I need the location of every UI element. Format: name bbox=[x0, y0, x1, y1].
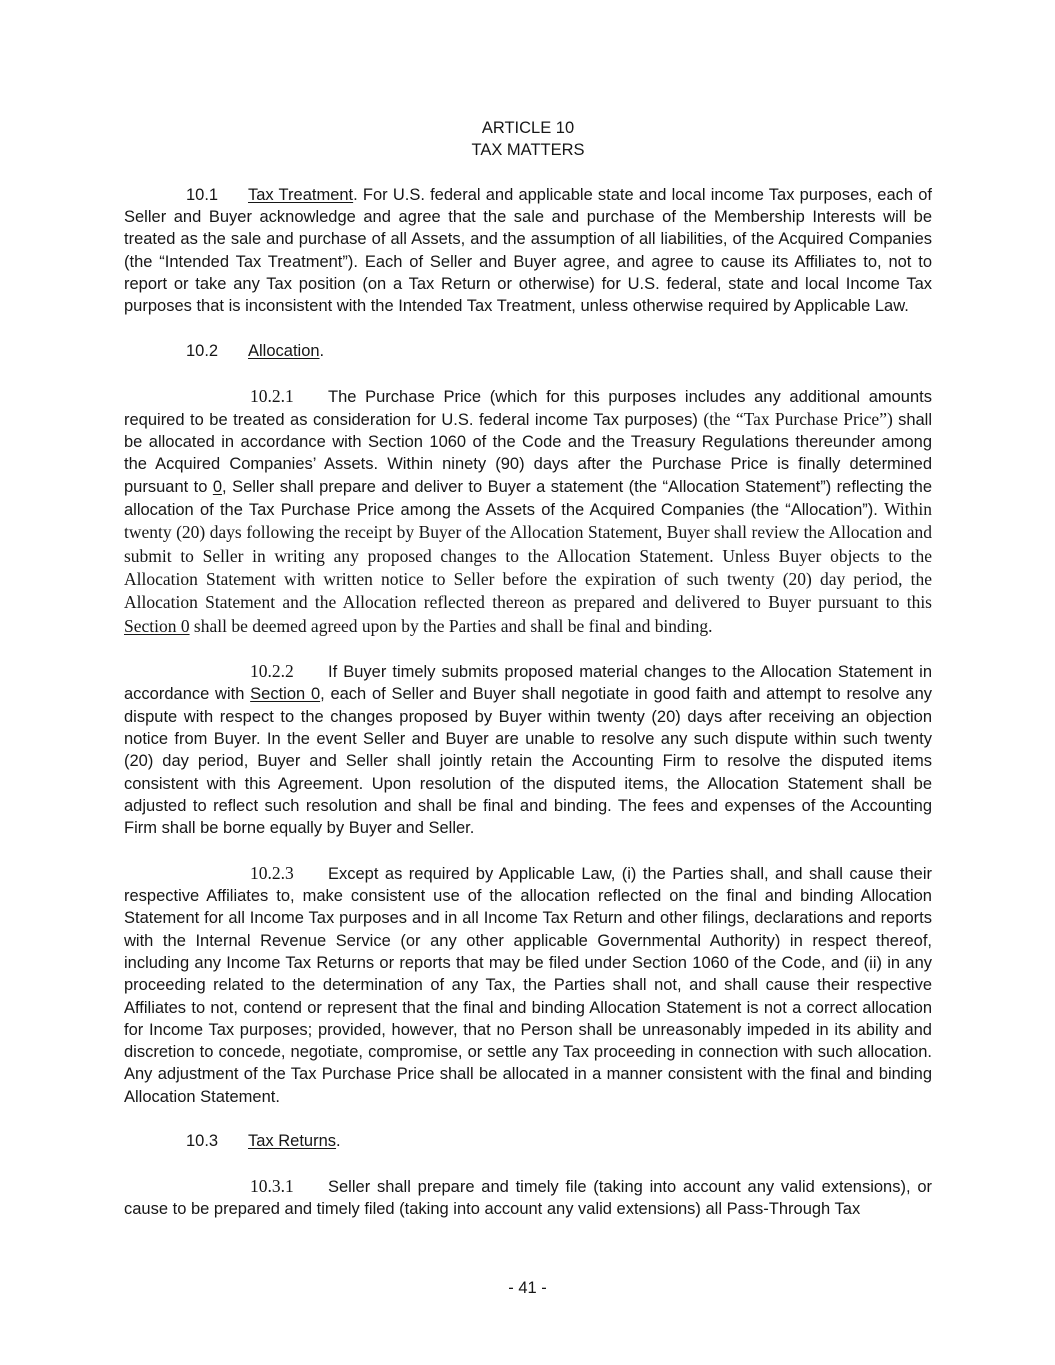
section-10-2-2-text: , each of Seller and Buyer shall negotiate in good faith and attempt to resolve any dispute with respect to the changes proposed by Buyer within twenty (20) days after receiving an objection notice from Buyer. In the event Seller and Buyer are unable to resolve any such dispute within such twenty (20) day period, Buyer and Seller shall jointly retain the Accounting Firm to resolve the disputed items consistent with this Agreement. Upon resolution of the disputed items, the Allocation Statement shall be adjusted to reflect such resolution and shall be final and binding. The fees and expenses of the Accounting Firm shall be borne equally by Buyer and Seller. bbox=[124, 685, 932, 838]
section-10-2-3-paragraph bbox=[124, 862, 932, 1108]
section-10-3-heading bbox=[124, 1130, 932, 1152]
first-line-indent bbox=[124, 676, 250, 677]
article-title: TAX MATTERS bbox=[471, 141, 585, 160]
first-line-indent bbox=[124, 199, 186, 200]
section-10-2-title: Allocation bbox=[248, 341, 320, 360]
section-10-2-1-text: , Seller shall prepare and deliver to Buyer a statement (the “Allocation Statement”) reflecting the allocation of the Tax Purchase Price among the Assets of the Acquired Companies (the “Allocation”). bbox=[124, 477, 932, 520]
section-10-2-number: 10.2 bbox=[186, 341, 219, 360]
section-10-2-2-paragraph bbox=[124, 660, 932, 839]
section-10-2-1-cross-reference: Section 0 bbox=[124, 615, 190, 636]
section-10-2-heading bbox=[124, 340, 932, 362]
section-10-2-2-cross-reference: Section 0 bbox=[250, 685, 321, 704]
section-10-2-3-text: Except as required by Applicable Law, (i) the Parties shall, and shall cause their respective Affiliates to, make consistent use of the allocation reflected on the final and binding Allocation Statement for all Income Tax purposes and in all Income Tax Return and other filings, declarations and reports with the Internal Revenue Service (or any other applicable Governmental Authority) in respect thereof, including any Income Tax Returns or reports that may be filed under Section 1060 of the Code, and (ii) in any proceeding related to the determination of any Tax, the Parties shall not, and shall cause their respective Affiliates to not, contend or represent that the final and binding Allocation Statement is not a correct allocation for Income Tax purposes; provided, however, that no Person shall be unreasonably impeded in its ability and discretion to concede, negotiate, compromise, or settle any Tax proceeding in connection with such allocation. Any adjustment of the Tax Purchase Price shall be allocated in a manner consistent with the final and binding Allocation Statement. bbox=[124, 864, 932, 1106]
section-10-1-body: . For U.S. federal and applicable state and local income Tax purposes, each of Seller and Buyer acknowledge and agree that the sale and purchase of the Membership Interests will be treated as the sale and purchase of all Assets, and the assumption of all liabilities, of the Acquired Companies (the “Intended Tax Treatment”). Each of Seller and Buyer agree, and agree to cause its Affiliates to, not to report or take any Tax position (on a Tax Return or otherwise) for U.S. federal, state and local Income Tax purposes that is inconsistent with the Intended Tax Treatment, unless otherwise required by Applicable Law. bbox=[124, 185, 932, 316]
section-10-2-1-paragraph bbox=[124, 385, 932, 638]
section-10-3-title: Tax Returns bbox=[248, 1132, 337, 1151]
section-10-2-3-number: 10.2.3 bbox=[250, 862, 294, 883]
first-line-indent bbox=[124, 355, 186, 356]
article-heading bbox=[124, 117, 932, 162]
section-10-2-2-number: 10.2.2 bbox=[250, 661, 294, 682]
article-number: ARTICLE 10 bbox=[481, 119, 575, 137]
section-10-2-1-text: Within twenty (20) days following the receipt by Buyer of the Allocation Statement, Buyer shall review the Allocation and submit to Seller in writing any proposed changes to the Allocation Statement. Unless Buyer objects to the Allocation Statement with written notice to Seller before the expiration of such twenty (20) day period, the Allocation Statement and the Allocation reflected thereon as prepared and delivered to Buyer pursuant to this bbox=[124, 499, 932, 613]
section-10-3-title-period: . bbox=[336, 1132, 341, 1151]
first-line-indent bbox=[124, 401, 250, 402]
first-line-indent bbox=[124, 878, 250, 879]
section-10-1-title: Tax Treatment bbox=[248, 185, 354, 204]
section-10-2-1-number: 10.2.1 bbox=[250, 385, 294, 406]
section-10-2-1-text: shall be allocated in accordance with Section 1060 of the Code and the Treasury Regulations thereunder among the Acquired Companies’ Assets. Within ninety (90) days after the Purchase Price is finally determined pursuant to bbox=[124, 410, 933, 496]
section-10-2-1-cross-reference: 0 bbox=[212, 477, 223, 496]
first-line-indent bbox=[124, 1191, 250, 1192]
section-10-2-1-text: The Purchase Price (which for this purposes includes any additional amounts required to be treated as consideration for U.S. federal income Tax purposes) bbox=[124, 387, 932, 429]
section-10-3-number: 10.3 bbox=[186, 1132, 219, 1151]
section-10-2-title-period: . bbox=[319, 341, 325, 360]
section-10-3-1-paragraph bbox=[124, 1175, 932, 1221]
section-10-3-1-number: 10.3.1 bbox=[250, 1175, 294, 1196]
section-10-1-number: 10.1 bbox=[186, 185, 219, 204]
section-10-2-1-text: shall be deemed agreed upon by the Parties and shall be final and binding. bbox=[189, 615, 713, 636]
section-10-2-1-defined-term: (the “Tax Purchase Price”) bbox=[703, 408, 899, 429]
section-10-1-paragraph bbox=[124, 184, 932, 318]
section-10-3-1-text: Seller shall prepare and timely file (taking into account any valid extensions), or cause to be prepared and timely filed (taking into account any valid extensions) all Pass-Through Tax bbox=[124, 1177, 932, 1219]
section-10-2-2-text: If Buyer timely submits proposed material changes to the Allocation Statement in accordance with bbox=[124, 663, 932, 704]
page-number: - 41 - bbox=[508, 1279, 547, 1297]
first-line-indent bbox=[124, 1145, 186, 1146]
